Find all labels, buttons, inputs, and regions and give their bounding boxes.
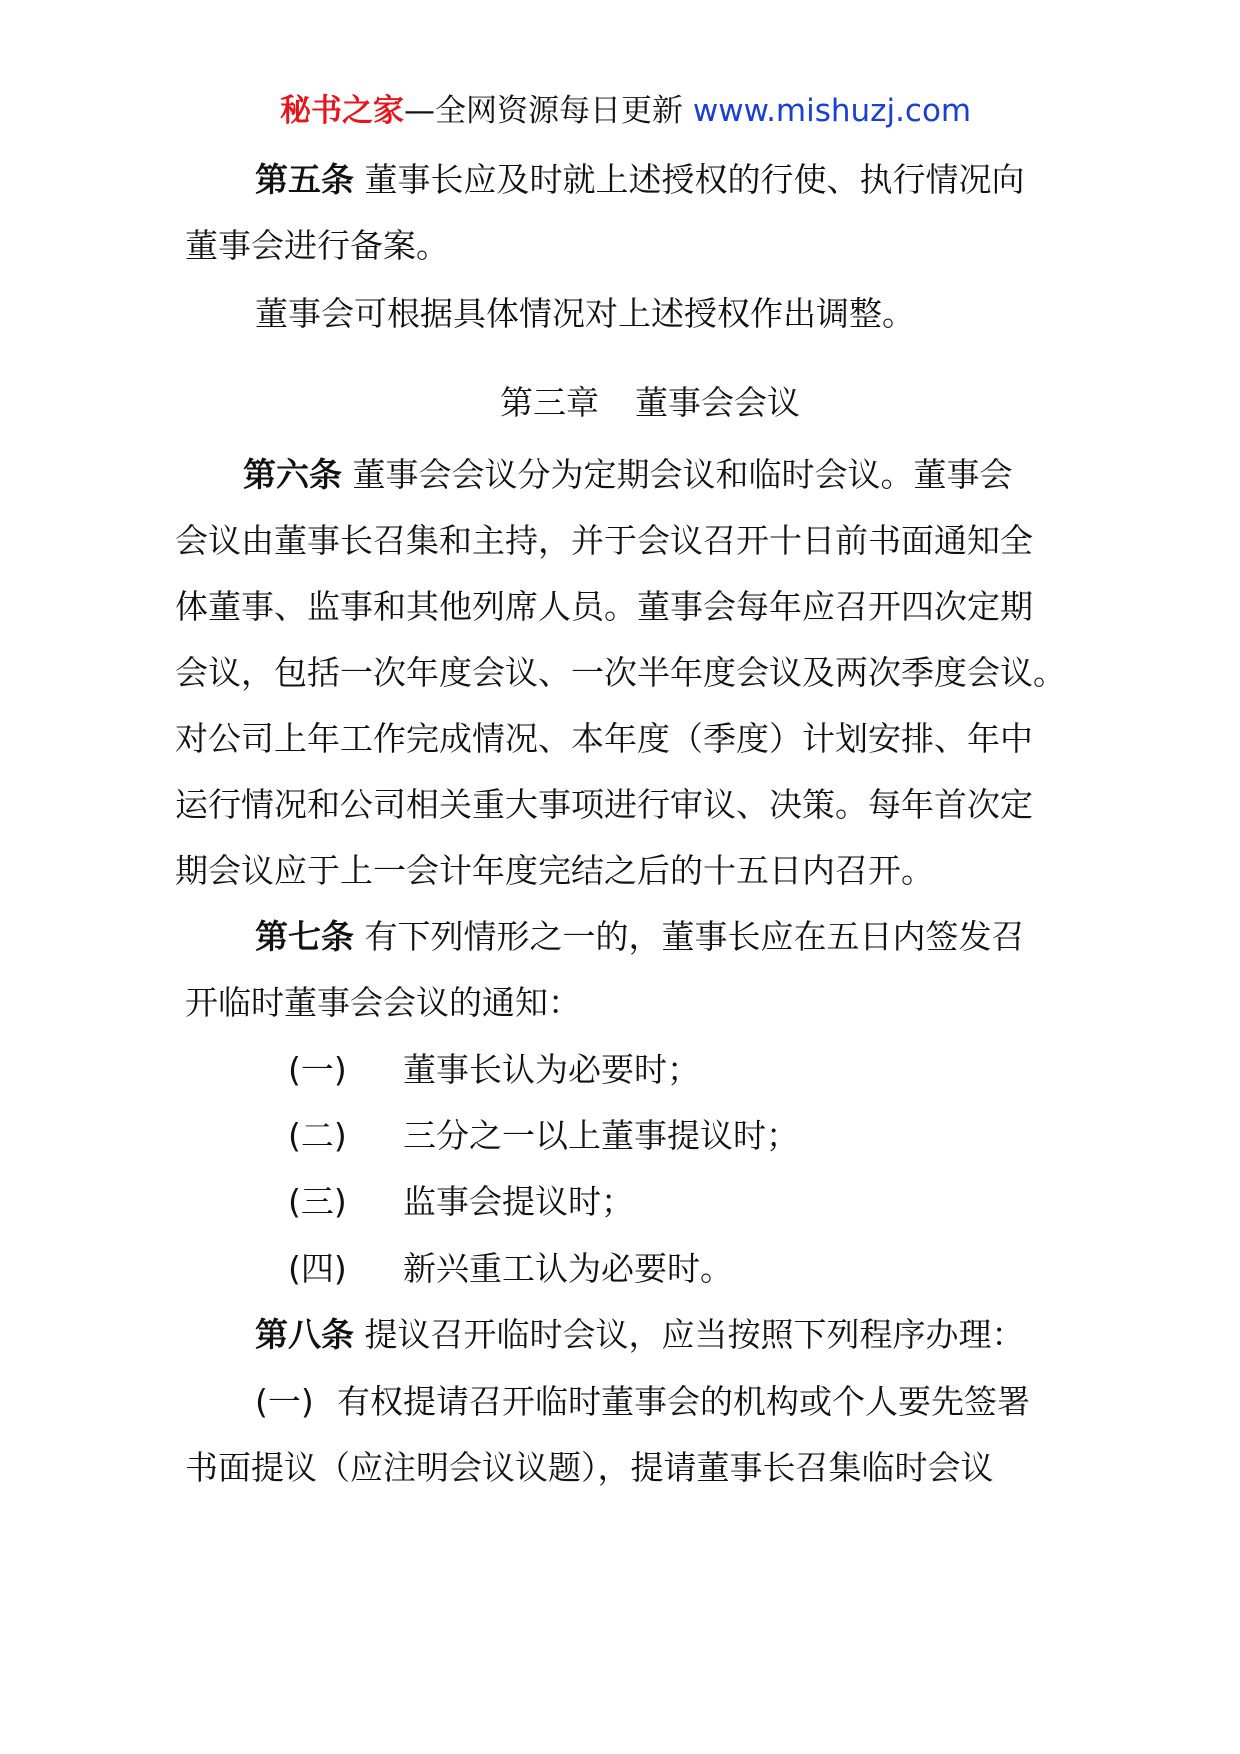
list-item-number: (一) [288, 1050, 347, 1089]
header-tagline: —全网资源每日更新 [404, 93, 683, 129]
brand-name: 秘书之家 [280, 93, 404, 129]
sub-item-text: 有权提请召开临时董事会的机构或个人要先签署 [337, 1382, 1030, 1421]
article-8-line-3: 书面提议（应注明会议议题），提请董事长召集临时会议 [185, 1448, 994, 1487]
website-link[interactable]: www.mishuzj.com [692, 93, 972, 129]
article-6-label: 第六条 [243, 455, 342, 494]
article-6-line-5: 对公司上年工作完成情况、本年度（季度）计划安排、年中 [175, 719, 1033, 758]
list-item-text: 新兴重工认为必要时。 [403, 1249, 733, 1288]
article-8-label: 第八条 [255, 1315, 354, 1354]
page-header [280, 89, 971, 133]
article-8-line-1 [255, 1313, 1025, 1357]
article-7-line-2: 开临时董事会会议的通知： [185, 983, 581, 1022]
list-item-number: (四) [288, 1249, 347, 1288]
article-6-text: 董事会会议分为定期会议和临时会议。董事会 [352, 455, 1013, 494]
article-6-line-6: 运行情况和公司相关重大事项进行审议、决策。每年首次定 [175, 785, 1033, 824]
article-6-line-7: 期会议应于上一会计年度完结之后的十五日内召开。 [175, 851, 934, 890]
article-7-text: 有下列情形之一的，董事长应在五日内签发召 [364, 917, 1025, 956]
list-item-text: 董事长认为必要时； [403, 1050, 700, 1089]
list-item [288, 1114, 799, 1158]
list-item-text: 三分之一以上董事提议时； [403, 1116, 799, 1155]
list-item [288, 1048, 700, 1092]
article-6-line-3: 体董事、监事和其他列席人员。董事会每年应召开四次定期 [175, 587, 1033, 626]
list-item [288, 1247, 733, 1291]
list-item-number: (二) [288, 1116, 347, 1155]
article-5-line-1 [255, 158, 1025, 202]
article-8-line-2 [255, 1380, 1030, 1424]
chapter-number: 第三章 [500, 383, 599, 422]
chapter-heading [500, 381, 800, 425]
article-6-line-2: 会议由董事长召集和主持，并于会议召开十日前书面通知全 [175, 521, 1033, 560]
article-7-line-1 [255, 915, 1025, 959]
chapter-title: 董事会会议 [635, 383, 800, 422]
article-5-label: 第五条 [255, 160, 354, 199]
article-6-line-4: 会议，包括一次年度会议、一次半年度会议及两次季度会议。 [175, 653, 1066, 692]
article-6-line-1 [243, 453, 1013, 497]
article-5-line-3: 董事会可根据具体情况对上述授权作出调整。 [255, 294, 915, 333]
article-5-line-2: 董事会进行备案。 [185, 226, 449, 265]
article-7-label: 第七条 [255, 917, 354, 956]
list-item [288, 1180, 634, 1224]
list-item-text: 监事会提议时； [403, 1182, 634, 1221]
sub-item-number: (一) [255, 1382, 314, 1421]
article-5-text: 董事长应及时就上述授权的行使、执行情况向 [364, 160, 1025, 199]
list-item-number: (三) [288, 1182, 347, 1221]
article-8-text: 提议召开临时会议，应当按照下列程序办理： [364, 1315, 1025, 1354]
